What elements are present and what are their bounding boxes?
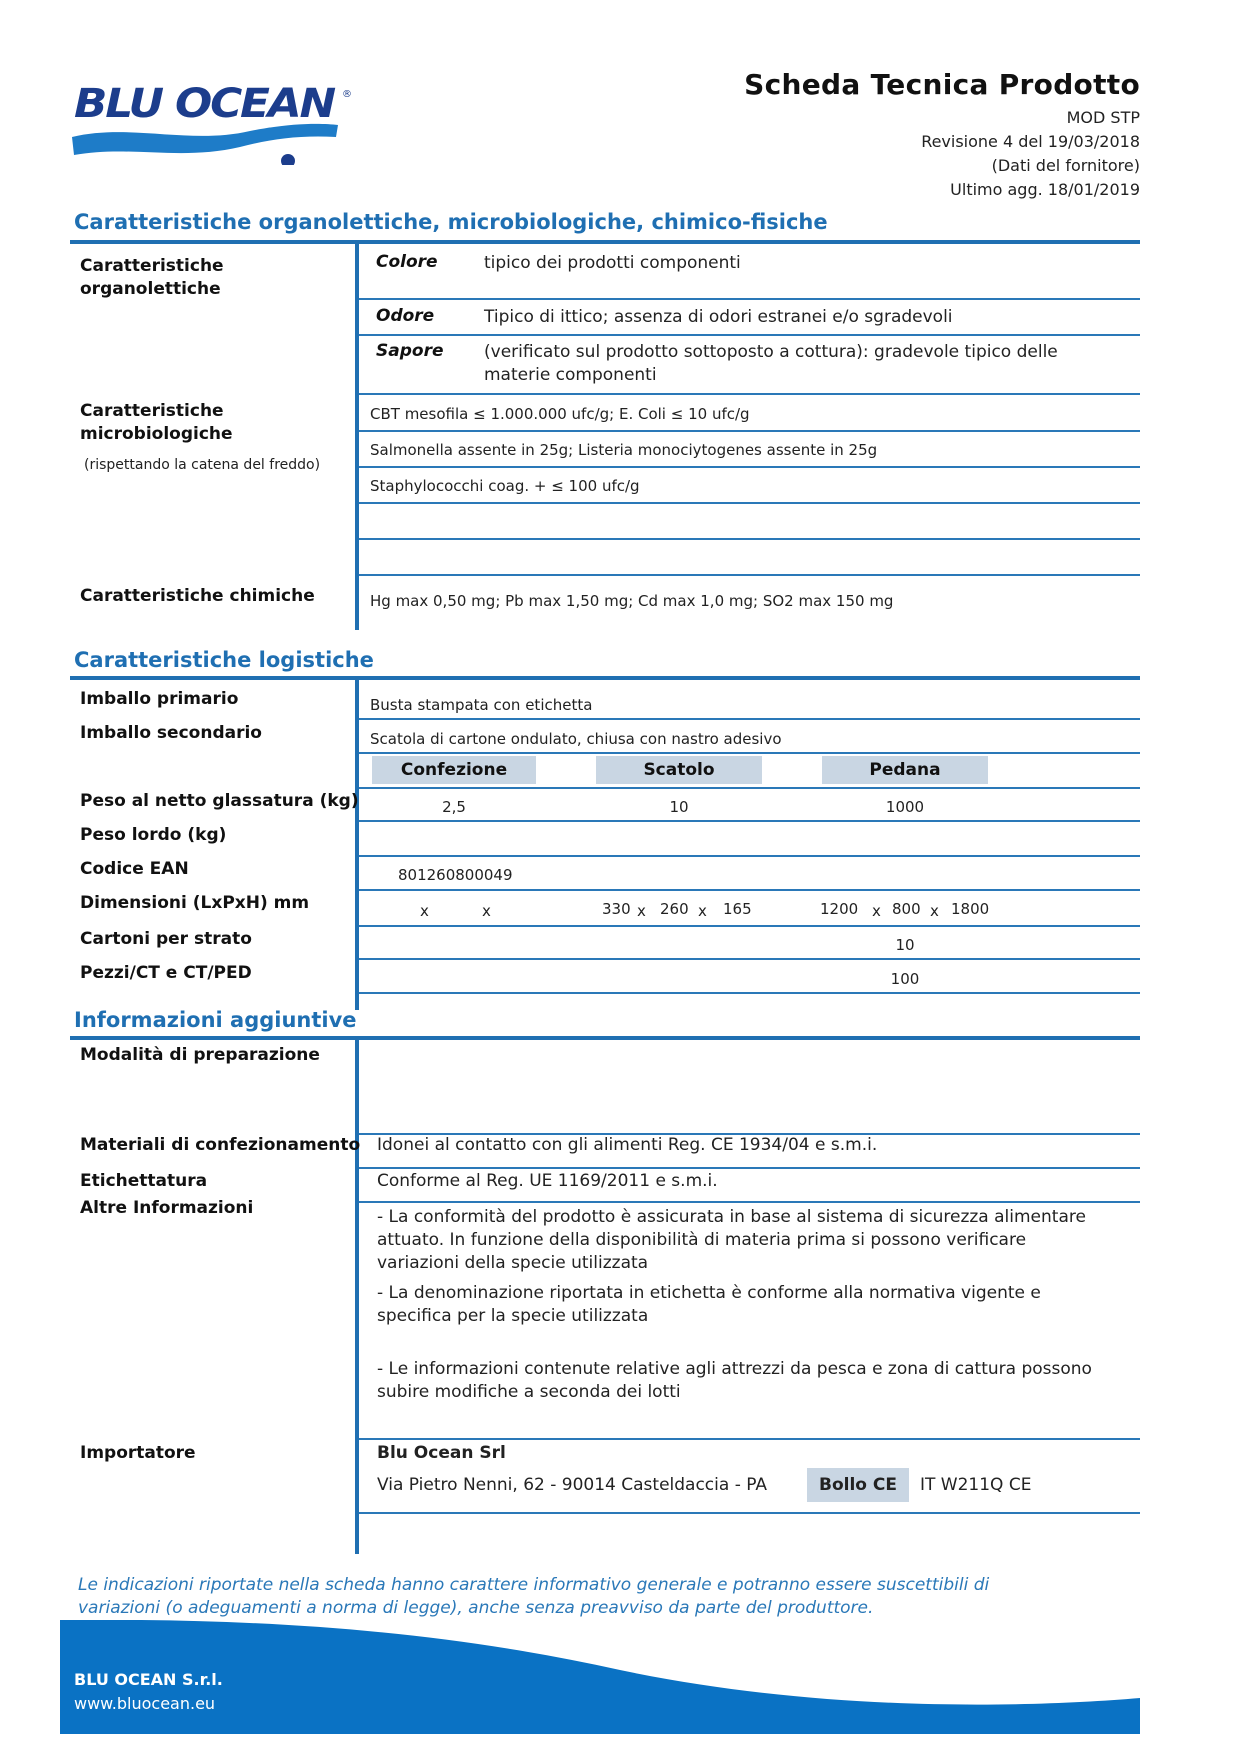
value-etichettatura: Conforme al Reg. UE 1169/2011 e s.m.i. (377, 1171, 718, 1191)
label-codice-ean: Codice EAN (80, 859, 189, 879)
revision: Revisione 4 del 19/03/2018 (921, 132, 1140, 151)
column-header-confezione: Confezione (372, 756, 536, 784)
label-altre-informazioni: Altre Informazioni (80, 1198, 254, 1218)
dim-scatolo-h: 165 (723, 900, 752, 918)
row-rule (359, 393, 1140, 395)
label-cartoni-strato: Cartoni per strato (80, 929, 252, 949)
altre-paragraph: - Le informazioni contenute relative agli attrezzi da pesca e zona di cattura possono subire modifiche a seconda dei lotti (377, 1359, 1092, 1402)
label-preparazione: Modalità di preparazione (80, 1045, 320, 1065)
label-organolettiche: Caratteristiche organolettiche (80, 256, 224, 299)
section-title-organolettiche: Caratteristiche organolettiche, microbiologiche, chimico-fisiche (74, 210, 828, 234)
page-title: Scheda Tecnica Prodotto (744, 68, 1140, 101)
label-pezzi-ct: Pezzi/CT e CT/PED (80, 963, 252, 983)
value-codice-ean: 801260800049 (398, 866, 513, 884)
row-rule (359, 992, 1140, 994)
row-rule (359, 1201, 1140, 1203)
svg-text:®: ® (342, 89, 352, 100)
blu-ocean-logo (70, 75, 360, 165)
row-rule (359, 298, 1140, 300)
value-materiali: Idonei al contatto con gli alimenti Reg. CE 1934/04 e s.m.i. (377, 1135, 878, 1155)
row-rule (359, 820, 1140, 822)
key-odore: Odore (376, 306, 435, 326)
row-rule (359, 1438, 1140, 1440)
value-odore: Tipico di ittico; assenza di odori estranei e/o sgradevoli (484, 307, 953, 327)
label-etichettatura: Etichettatura (80, 1171, 208, 1191)
micro-row: CBT mesofila ≤ 1.000.000 ufc/g; E. Coli ≤ 10 ufc/g (370, 405, 750, 423)
row-rule (359, 1512, 1140, 1514)
column-divider (355, 244, 359, 630)
label-imballo-primario: Imballo primario (80, 689, 239, 709)
micro-row: Staphylococchi coag. + ≤ 100 ufc/g (370, 477, 640, 495)
label-microbiologiche: Caratteristiche microbiologiche (80, 401, 233, 444)
row-rule (359, 925, 1140, 927)
section-title-informazioni: Informazioni aggiuntive (74, 1008, 357, 1032)
footer-company: BLU OCEAN S.r.l. (74, 1670, 223, 1689)
mod-code: MOD STP (1066, 108, 1140, 127)
label-peso-lordo: Peso lordo (kg) (80, 825, 227, 845)
row-rule (359, 718, 1140, 720)
value-imballo-secondario: Scatola di cartone ondulato, chiusa con nastro adesivo (370, 730, 782, 748)
dim-pedana-x2: x (930, 902, 939, 920)
disclaimer: Le indicazioni riportate nella scheda hanno carattere informativo generale e potranno essere suscettibili di variazioni (o adeguamenti a norma di legge), anche senza preavviso da parte del produttore. (78, 1575, 990, 1618)
dim-confezione-x2: x (482, 902, 491, 920)
row-rule (359, 502, 1140, 504)
section-title-logistiche: Caratteristiche logistiche (74, 648, 374, 672)
value-chimiche: Hg max 0,50 mg; Pb max 1,50 mg; Cd max 1,0 mg; SO2 max 150 mg (370, 592, 894, 610)
row-rule (359, 466, 1140, 468)
dim-scatolo-p: 260 (660, 900, 689, 918)
section-rule (70, 676, 1140, 680)
label-chimiche: Caratteristiche chimiche (80, 586, 315, 606)
row-rule (359, 334, 1140, 336)
column-header-scatolo: Scatolo (596, 756, 762, 784)
bollo-ce-value: IT W211Q CE (920, 1475, 1032, 1495)
column-divider (355, 680, 359, 1010)
note-catena-freddo: (rispettando la catena del freddo) (84, 457, 321, 473)
section-rule (70, 240, 1140, 244)
row-rule (359, 538, 1140, 540)
dim-confezione-x1: x (420, 902, 429, 920)
dim-scatolo-x2: x (698, 902, 707, 920)
column-header-pedana: Pedana (822, 756, 988, 784)
data-source: (Dati del fornitore) (991, 156, 1140, 175)
row-rule (359, 430, 1140, 432)
label-importatore: Importatore (80, 1443, 196, 1463)
footer-website-link[interactable]: www.bluocean.eu (74, 1694, 216, 1713)
dim-scatolo-l: 330 (602, 900, 631, 918)
importatore-name: Blu Ocean Srl (377, 1443, 506, 1463)
row-rule (359, 855, 1140, 857)
dim-scatolo-x1: x (637, 902, 646, 920)
altre-paragraph: - La conformità del prodotto è assicurata in base al sistema di sicurezza alimentare attuato. In funzione della disponibilità di materia prima si possono verificare variazioni della specie utilizzata (377, 1207, 1086, 1273)
label-peso-netto: Peso al netto glassatura (kg) (80, 791, 359, 811)
row-rule (359, 752, 1140, 754)
section-rule (70, 1036, 1140, 1040)
key-colore: Colore (376, 252, 438, 272)
row-rule (359, 787, 1140, 789)
value-imballo-primario: Busta stampata con etichetta (370, 696, 593, 714)
value-cartoni-strato: 10 (895, 936, 915, 954)
importatore-address: Via Pietro Nenni, 62 - 90014 Casteldaccia - PA (377, 1475, 768, 1495)
label-imballo-secondario: Imballo secondario (80, 723, 262, 743)
row-rule (359, 574, 1140, 576)
altre-paragraph: - La denominazione riportata in etichetta è conforme alla normativa vigente e specifica per la specie utilizzata (377, 1283, 1041, 1326)
row-rule (359, 958, 1140, 960)
micro-row: Salmonella assente in 25g; Listeria monociytogenes assente in 25g (370, 441, 878, 459)
value-pezzi-ct: 100 (890, 970, 920, 988)
dim-pedana-h: 1800 (951, 900, 990, 918)
key-sapore: Sapore (376, 341, 444, 361)
dim-pedana-l: 1200 (820, 900, 859, 918)
label-dimensioni: Dimensioni (LxPxH) mm (80, 893, 310, 913)
dim-pedana-x1: x (872, 902, 881, 920)
label-materiali: Materiali di confezionamento (80, 1135, 361, 1155)
peso-netto-confezione: 2,5 (442, 798, 466, 816)
last-update: Ultimo agg. 18/01/2019 (950, 180, 1140, 199)
peso-netto-scatolo: 10 (669, 798, 689, 816)
dim-pedana-p: 800 (892, 900, 921, 918)
value-sapore: (verificato sul prodotto sottoposto a cottura): gradevole tipico delle materie componenti (484, 342, 1058, 385)
column-divider (355, 1040, 359, 1554)
svg-text:BLU OCEAN: BLU OCEAN (74, 81, 336, 127)
bollo-ce-label: Bollo CE (807, 1468, 909, 1502)
row-rule (359, 1167, 1140, 1169)
row-rule (359, 889, 1140, 891)
value-colore: tipico dei prodotti componenti (484, 253, 741, 273)
peso-netto-pedana: 1000 (885, 798, 925, 816)
